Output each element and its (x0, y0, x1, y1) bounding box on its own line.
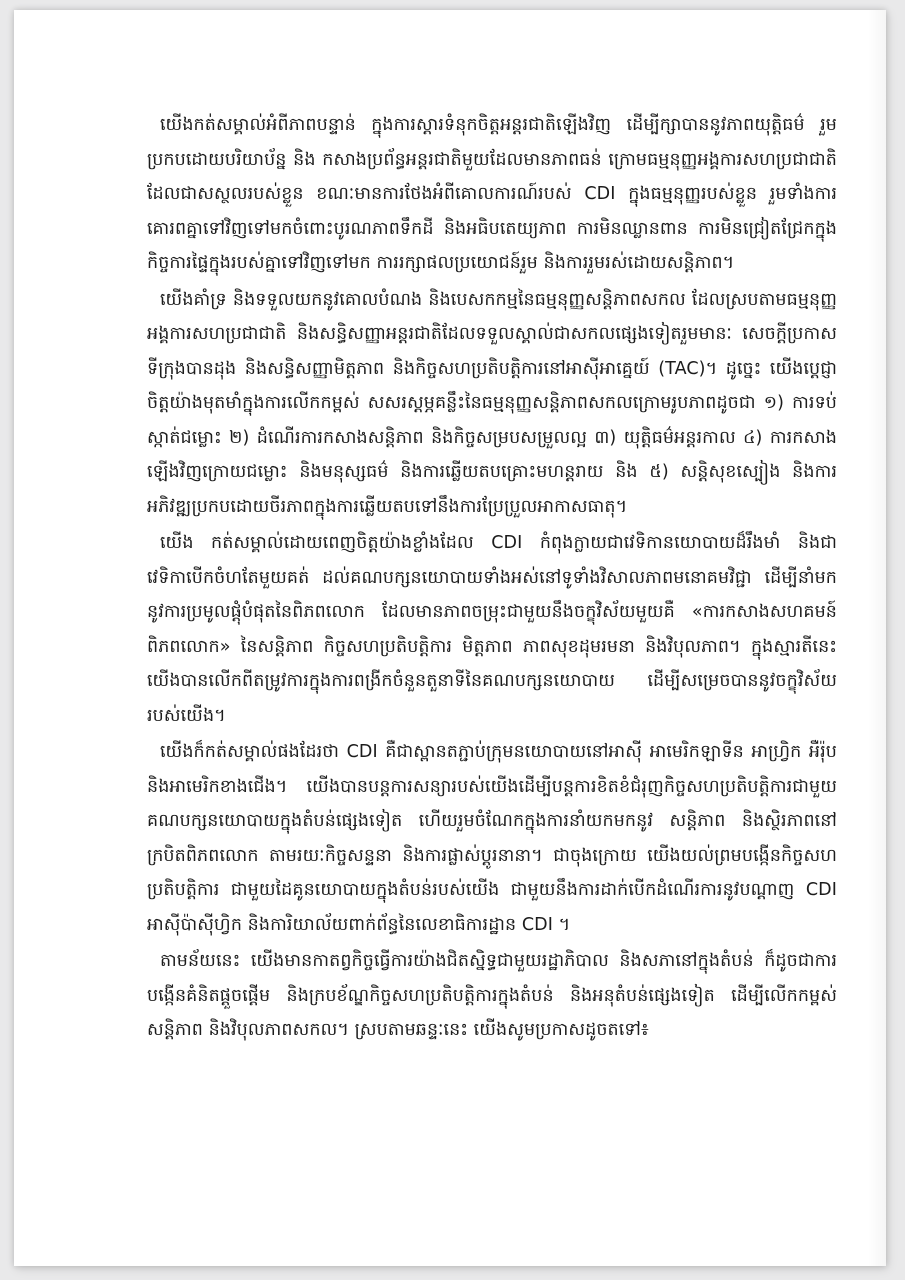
document-body (147, 108, 837, 1050)
paragraph-2: យើងគាំទ្រ និងទទួលយកនូវគោលបំណង និងបេសកកម្មនៃធម្មនុញ្ញសន្តិភាពសកល ដែលស្របតាមធម្មនុញ្ញអង្គការសហប្រជាជាតិ និងសន្ធិសញ្ញាអន្តរជាតិដែលទទួលស្គាល់ជាសកលផ្សេងទៀតរួមមានៈ សេចក្តីប្រកាសទីក្រុងបានដុង និងសន្ធិសញ្ញាមិត្តភាព និងកិច្ចសហប្រតិបត្តិការនៅអាស៊ីអាគ្នេយ៍ (TAC)។ ដូច្នេះ យើងប្តេជ្ញាចិត្តយ៉ាងមុតមាំក្នុងការលើកកម្ពស់ សសរស្តម្ភគន្លឹះនៃធម្មនុញ្ញសន្តិភាពសកលក្រោមរូបភាពដូចជា ១) ការទប់ស្កាត់ជម្លោះ ២) ដំណើរការកសាងសន្តិភាព និងកិច្ចសម្របសម្រួលល្អ ៣) យុត្តិធម៌អន្តរកាល ៤) ការកសាងឡើងវិញក្រោយជម្លោះ និងមនុស្សធម៌ និងការឆ្លើយតបគ្រោះមហន្តរាយ និង ៥) សន្តិសុខស្បៀង និងការអភិវឌ្ឍប្រកបដោយចីរភាពក្នុងការឆ្លើយតបទៅនឹងការប្រែប្រួលអាកាសធាតុ។ (147, 289, 837, 517)
document-page (14, 10, 886, 1266)
page-edge-shadow (868, 10, 886, 1266)
paragraph-3: យើង កត់សម្គាល់ដោយពេញចិត្តយ៉ាងខ្លាំងដែល CDI កំពុងក្លាយជាវេទិកានយោបាយដ៏រឹងមាំ និងជាវេទិកាបើកចំហតែមួយគត់ ដល់គណបក្សនយោបាយទាំងអស់នៅទូទាំងវិសាលភាពមនោគមវិជ្ជា ដើម្បីនាំមកនូវការប្រមូលផ្តុំបំផុតនៃពិភពលោក ដែលមានភាពចម្រុះជាមួយនឹងចក្ខុវិស័យមួយគឺ «ការកសាងសហគមន៍ពិភពលោក» នៃសន្តិភាព កិច្ចសហប្រតិបត្តិការ មិត្តភាព ភាពសុខដុមរមនា និងវិបុលភាព។ ក្នុងស្មារតីនេះ យើងបានលើកពីតម្រូវការក្នុងការពង្រីកចំនួនតួនាទីនៃគណបក្សនយោបាយ ដើម្បីសម្រេចបាននូវចក្ខុវិស័យរបស់យើង។ (147, 533, 837, 726)
paragraph-5: តាមន័យនេះ យើងមានកាតព្វកិច្ចធ្វើការយ៉ាងជិតស្និទ្ធជាមួយរដ្ឋាភិបាល និងសភានៅក្នុងតំបន់ ក៏ដូចជាការបង្កើនគំនិតផ្តួចផ្តើម និងក្របខ័ណ្ឌកិច្ចសហប្រតិបត្តិការក្នុងតំបន់ និងអនុតំបន់ផ្សេងទៀត ដើម្បីលើកកម្ពស់សន្តិភាព និងវិបុលភាពសកល។ ស្របតាមឆន្ទៈនេះ យើងសូមប្រកាសដូចតទៅ៖ (147, 951, 837, 1040)
paragraph-4: យើងក៏កត់សម្គាល់ផងដែរថា CDI គឺជាស្ពានតភ្ជាប់ក្រុមនយោបាយនៅអាស៊ី អាមេរិកឡាទីន អាហ្វ្រិក អឺរ៉ុប និងអាមេរិកខាងជើង។ យើងបានបន្តការសន្យារបស់យើងដើម្បីបន្តការខិតខំជំរុញកិច្ចសហប្រតិបត្តិការជាមួយគណបក្សនយោបាយក្នុងតំបន់ផ្សេងទៀត ហើយរួមចំណែកក្នុងការនាំយកមកនូវ សន្តិភាព និងស្ថិរភាពនៅក្របិតពិភពលោក តាមរយៈកិច្ចសន្ទនា និងការផ្លាស់ប្តូរនានា។ ជាចុងក្រោយ យើងយល់ព្រមបង្កើនកិច្ចសហប្រតិបត្តិការ ជាមួយដៃគូនយោបាយក្នុងតំបន់របស់យើង ជាមួយនឹងការដាក់បើកដំណើរការនូវបណ្តាញ CDI អាស៊ីប៉ាស៊ីហ្វិក និងការិយាល័យពាក់ព័ន្ធនៃលេខាធិការដ្ឋាន CDI ។ (147, 742, 837, 935)
paragraph-1: យើងកត់សម្គាល់អំពីភាពបន្ទាន់ ក្នុងការស្តារទំនុកចិត្តអន្តរជាតិឡើងវិញ ដើម្បីក្សាបាននូវភាពយុត្តិធម៌ រួមប្រកបដោយបរិយាប័ន្ន និង កសាងប្រព័ន្ធអន្តរជាតិមួយដែលមានភាពធន់ ក្រោមធម្មនុញ្ញអង្គការសហប្រជាជាតិដែលជាសស្ថលរបស់ខ្លួន ខណៈមានការថែងអំពីគោលការណ៍របស់ CDI ក្នុងធម្មនុញ្ញរបស់ខ្លួន រួមទាំងការគោរពគ្នាទៅវិញទៅមកចំពោះបូរណភាពទឹកដី និងអធិបតេយ្យភាព ការមិនឈ្លានពាន ការមិនជ្រៀតជ្រែកក្នុងកិច្ចការផ្ទៃក្នុងរបស់គ្នាទៅវិញទៅមក ការរក្សាផលប្រយោជន៍រួម និងការរួមរស់ដោយសន្តិភាព។ (147, 115, 837, 273)
